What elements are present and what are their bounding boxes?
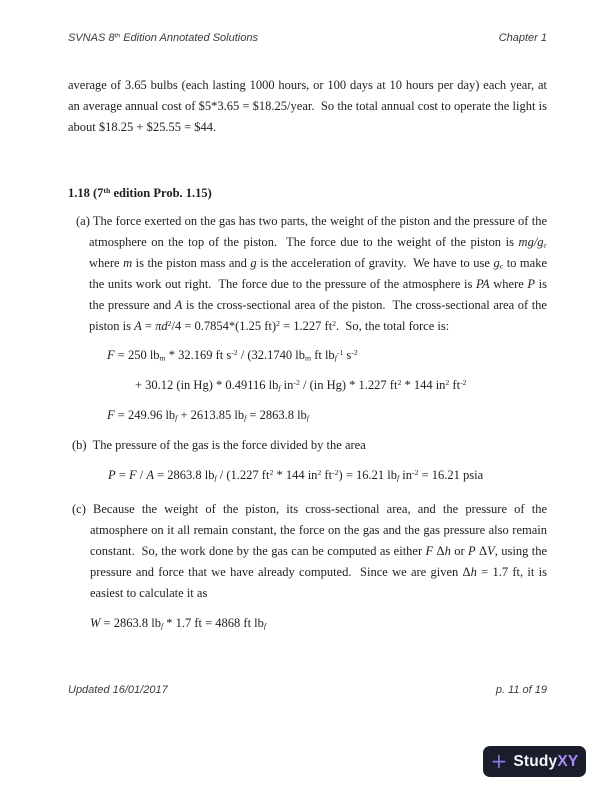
part-a-paragraph: (a) The force exerted on the gas has two parts, the weight of the piston and the pressure of the atmosphere on the top of the piston. The force due to the weight of the piston is mg/gc where m is the piston mass and g is the acceleration of gravity. We have to use gc to make the units work out right. The force due to the pressure of the atmosphere is PA where P is the pressure and A is the cross-sectional area of the piston. The cross-sectional area of the piston is $A = \pi d^2/4 = 0.7854*(1.25$ ft)$^2$ = 1.227 $ft^2$. So, the total force is: <box>76 214 551 333</box>
plus-icon: + <box>490 748 508 773</box>
logo-xy-text: XY <box>557 752 579 770</box>
intro-paragraph: average of 3.65 bulbs (each lasting 1000 hours, or 100 days at 10 hours per day) each year, at an average annual cost of $5*3.65 = $18.25/year. So the total annual cost to operate the light is about $18.25 + $25.55 = $44. <box>68 78 551 134</box>
footer-updated-date: Updated 16/01/2017 <box>68 684 168 696</box>
footer-page-number: p. 11 of 19 <box>495 684 547 696</box>
header-chapter: Chapter 1 <box>498 32 547 44</box>
logo-wordmark <box>513 754 578 770</box>
equation-force-result: F = 249.96 lbf + 2613.85 lbf = 2863.8 lbf <box>107 408 309 423</box>
part-b-paragraph: (b) The pressure of the gas is the force divided by the area <box>72 438 366 452</box>
page-header <box>68 32 547 44</box>
studyxy-logo <box>483 746 586 777</box>
equation-pressure: P = F / A = 2863.8 lbf / (1.227 $ft^2 * 144$ $in^2$ $ft^{-2}) = 16.21$ lbf $in^{-2} = 16.21$ psia <box>108 467 484 483</box>
equation-force-line1: F = 250 lbm * 32.169 ft $s^{-2} / (32.1740$ lbm ft lbf$^{-1}$ $s^{-2}$ <box>107 347 358 363</box>
header-title: SVNAS 8th Edition Annotated Solutions <box>68 32 258 44</box>
equation-work: W = 2863.8 lbf * 1.7 ft = 4868 ft lbf <box>90 616 267 631</box>
part-c-paragraph: (c) Because the weight of the piston, its cross-sectional area, and the pressure of the atmosphere on it all remain constant, the force on the gas and the gas pressure also remain constant. So, the work done by the gas can be computed as either F Δh or P ΔV, using the pressure and force that we have already computed. Since we are given Δh = 1.7 ft, it is easiest to calculate it as <box>72 502 551 600</box>
logo-study-text: Study <box>513 752 558 770</box>
page-footer <box>68 684 547 696</box>
equation-force-line2: + 30.12 (in Hg) * 0.49116 lbf $in^{-2} / (in$ Hg) * 1.227 $ft^2 * 144$ $in^2$ $ft^{-2}$ <box>135 377 467 393</box>
problem-heading: 1.18 (7th edition Prob. 1.15) <box>68 185 212 200</box>
